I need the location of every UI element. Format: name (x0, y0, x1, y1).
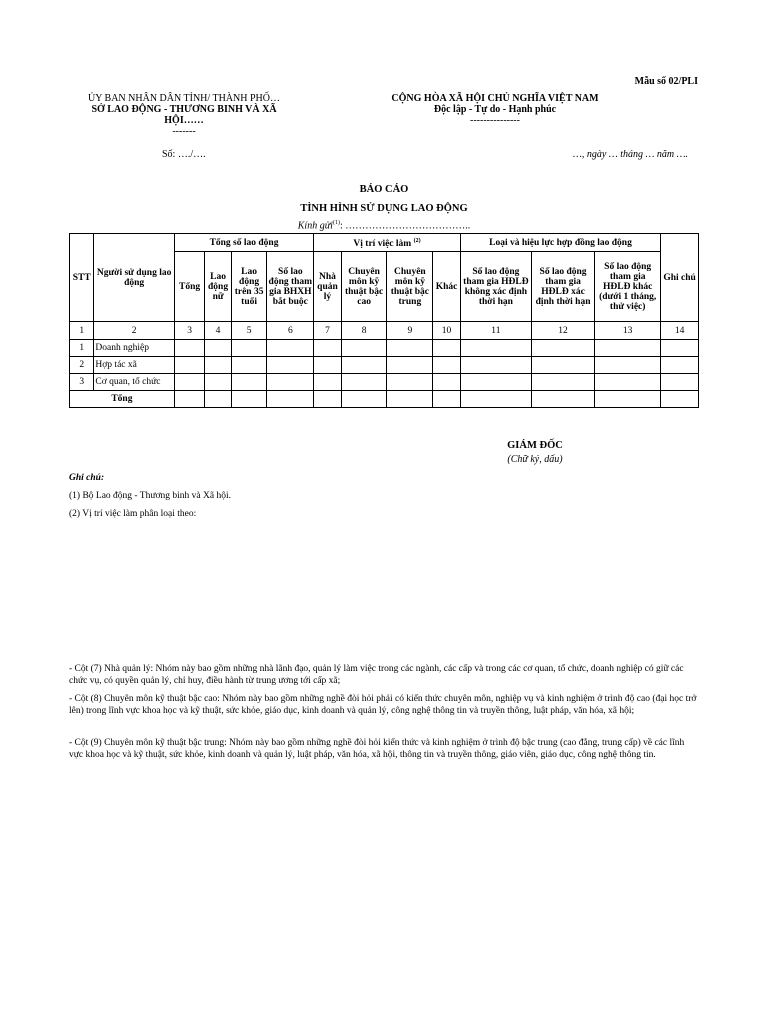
total-row (70, 391, 699, 408)
header-bhxh: Số lao động tham gia BHXH bắt buộc (267, 252, 314, 322)
header-tong: Tổng (174, 252, 205, 322)
empty-cell[interactable] (532, 391, 595, 408)
header-note: Ghi chú (661, 234, 699, 322)
col-number: 3 (174, 322, 205, 340)
row-stt: 3 (70, 374, 94, 391)
empty-cell[interactable] (314, 391, 341, 408)
empty-cell[interactable] (433, 357, 461, 374)
header-contract-group: Loại và hiệu lực hợp đồng lao động (460, 234, 660, 252)
col-number: 13 (595, 322, 661, 340)
row-stt: 1 (70, 340, 94, 357)
empty-cell[interactable] (174, 357, 205, 374)
empty-cell[interactable] (341, 340, 387, 357)
note-col-7: - Cột (7) Nhà quản lý: Nhóm này bao gồm những nhà lãnh đạo, quản lý làm việc trong các ngành, các cấp và trong các cơ quan, tổ chức, doanh nghiệp có giữ các chức vụ, có quyền quản lý, chỉ huy, điều hành từ trung ương tới cấp xã; (69, 664, 684, 686)
empty-cell[interactable] (314, 374, 341, 391)
signature-sub: (Chữ ký, dấu) (507, 454, 563, 465)
table-row (70, 357, 699, 374)
note-1: (1) Bộ Lao động - Thương binh và Xã hội. (69, 491, 231, 501)
empty-cell[interactable] (387, 357, 433, 374)
agency-rule: ------- (172, 126, 196, 137)
recipient-line (0, 220, 768, 231)
empty-cell[interactable] (460, 374, 531, 391)
national-header (360, 93, 630, 126)
signature-title: GIÁM ĐỐC (507, 440, 563, 451)
col-number: 5 (231, 322, 267, 340)
agency-line-3: HỘI…… (164, 115, 204, 126)
empty-cell[interactable] (433, 340, 461, 357)
header-position-label: Vị trí việc làm (353, 239, 412, 250)
empty-cell[interactable] (661, 391, 699, 408)
header-position-group (314, 234, 461, 252)
report-subtitle: TÌNH HÌNH SỬ DỤNG LAO ĐỘNG (300, 203, 468, 214)
header-over35: Lao động trên 35 tuổi (231, 252, 267, 322)
agency-line-1: ỦY BAN NHÂN DÂN TỈNH/ THÀNH PHỐ… (87, 93, 281, 104)
empty-cell[interactable] (267, 340, 314, 357)
col-number: 11 (460, 322, 531, 340)
empty-cell[interactable] (460, 357, 531, 374)
header-total-group: Tổng số lao động (174, 234, 313, 252)
empty-cell[interactable] (174, 340, 205, 357)
recipient-label: Kính gửi (297, 220, 333, 232)
empty-cell[interactable] (205, 391, 231, 408)
empty-cell[interactable] (387, 391, 433, 408)
empty-cell[interactable] (267, 374, 314, 391)
empty-cell[interactable] (595, 357, 661, 374)
empty-cell[interactable] (387, 340, 433, 357)
document-number: Số: …./…. (162, 149, 206, 160)
row-employer: Cơ quan, tổ chức (94, 374, 174, 391)
form-code: Mẫu số 02/PLI (634, 76, 698, 87)
empty-cell[interactable] (532, 374, 595, 391)
empty-cell[interactable] (341, 374, 387, 391)
note-col-8: - Cột (8) Chuyên môn kỹ thuật bậc cao: Nhóm này bao gồm những nghề đòi hỏi phải có kiến thức chuyên môn, nghiệp vụ và kinh nghiệm ở trình độ cao (đại học trở lên) trong lĩnh vực khoa học và kỹ thuật, sức khỏe, giáo dục, kinh doanh và quản lý, công nghệ thông tin và truyền thông, luật pháp, văn hóa, xã hội; (69, 694, 697, 716)
col-number: 7 (314, 322, 341, 340)
note-col-9: - Cột (9) Chuyên môn kỹ thuật bậc trung: Nhóm này bao gồm những nghề đòi hỏi kiến thức và kinh nghiệm ở trình độ bậc trung (cao đẳng, trung cấp) về các lĩnh vực khoa học và kỹ thuật, sức khỏe, kinh doanh và quản lý, luật pháp, văn hóa, xã hội, thông tin và truyền thông, giáo viên, giáo dục, công nghệ thông tin. (69, 738, 685, 760)
col-number: 6 (267, 322, 314, 340)
empty-cell[interactable] (661, 374, 699, 391)
header-row-1 (70, 234, 699, 252)
empty-cell[interactable] (661, 340, 699, 357)
recipient-dots: : ……………………………….. (339, 220, 471, 232)
header-manager: Nhà quản lý (314, 252, 341, 322)
header-fixed-contract: Số lao động tham gia HĐLĐ xác định thời hạn (532, 252, 595, 322)
empty-cell[interactable] (595, 340, 661, 357)
col-number: 4 (205, 322, 231, 340)
empty-cell[interactable] (205, 357, 231, 374)
header-stt: STT (70, 234, 94, 322)
col-number: 2 (94, 322, 174, 340)
empty-cell[interactable] (314, 357, 341, 374)
empty-cell[interactable] (267, 391, 314, 408)
empty-cell[interactable] (341, 357, 387, 374)
empty-cell[interactable] (231, 340, 267, 357)
national-rule: --------------- (470, 115, 520, 126)
empty-cell[interactable] (205, 340, 231, 357)
empty-cell[interactable] (267, 357, 314, 374)
empty-cell[interactable] (460, 391, 531, 408)
report-title: BÁO CÁO (359, 184, 409, 195)
empty-cell[interactable] (387, 374, 433, 391)
national-motto: Độc lập - Tự do - Hạnh phúc (433, 104, 557, 115)
col-number: 14 (661, 322, 699, 340)
recipient-ref: (1) (332, 220, 340, 226)
col-number: 10 (433, 322, 461, 340)
date-line: …, ngày … tháng … năm …. (572, 149, 688, 160)
total-label: Tổng (70, 391, 175, 408)
national-title: CỘNG HÒA XÃ HỘI CHỦ NGHĨA VIỆT NAM (391, 93, 599, 104)
empty-cell[interactable] (174, 391, 205, 408)
col-number: 8 (341, 322, 387, 340)
header-high-skill: Chuyên môn kỹ thuật bậc cao (341, 252, 387, 322)
empty-cell[interactable] (532, 340, 595, 357)
row-employer: Hợp tác xã (94, 357, 174, 374)
header-mid-skill: Chuyên môn kỹ thuật bậc trung (387, 252, 433, 322)
empty-cell[interactable] (231, 374, 267, 391)
col-number: 12 (532, 322, 595, 340)
notes-heading: Ghi chú: (69, 473, 105, 483)
header-other: Khác (433, 252, 461, 322)
header-employer: Người sử dụng lao động (94, 234, 174, 322)
empty-cell[interactable] (231, 357, 267, 374)
col-number: 9 (387, 322, 433, 340)
empty-cell[interactable] (532, 357, 595, 374)
empty-cell[interactable] (433, 374, 461, 391)
header-female: Lao động nữ (205, 252, 231, 322)
header-indefinite-contract: Số lao động tham gia HĐLĐ không xác định thời hạn (460, 252, 531, 322)
empty-cell[interactable] (460, 340, 531, 357)
header-other-contract: Số lao động tham gia HĐLĐ khác (dưới 1 tháng, thử việc) (595, 252, 661, 322)
empty-cell[interactable] (174, 374, 205, 391)
table-row (70, 374, 699, 391)
empty-cell[interactable] (433, 391, 461, 408)
empty-cell[interactable] (231, 391, 267, 408)
empty-cell[interactable] (661, 357, 699, 374)
col-number: 1 (70, 322, 94, 340)
agency-header (62, 93, 306, 137)
column-number-row (70, 322, 699, 340)
note-2: (2) Vị trí việc làm phân loại theo: (69, 509, 197, 519)
empty-cell[interactable] (341, 391, 387, 408)
labor-report-table (69, 233, 699, 408)
empty-cell[interactable] (205, 374, 231, 391)
row-employer: Doanh nghiệp (94, 340, 174, 357)
table-row (70, 340, 699, 357)
empty-cell[interactable] (595, 391, 661, 408)
row-stt: 2 (70, 357, 94, 374)
empty-cell[interactable] (314, 340, 341, 357)
agency-line-2: SỞ LAO ĐỘNG - THƯƠNG BINH VÀ XÃ (91, 104, 277, 115)
header-position-ref: (2) (413, 237, 421, 244)
empty-cell[interactable] (595, 374, 661, 391)
